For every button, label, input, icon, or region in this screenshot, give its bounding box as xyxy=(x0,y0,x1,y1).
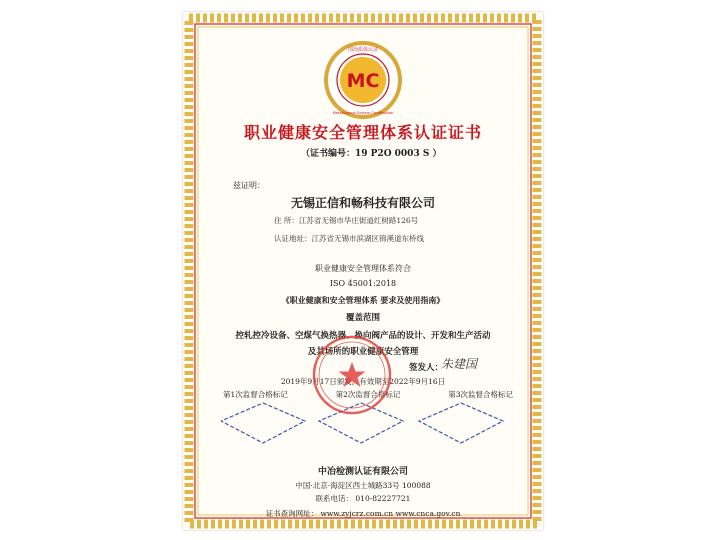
coverage-line-2: 及其场所的职业健康安全管理 xyxy=(307,347,419,357)
organization-website: 证书查询网址： www.zyjcrz.com.cn www.cnca.gov.cn xyxy=(265,509,461,518)
company-name: 无锡正信和畅科技有限公司 xyxy=(290,196,435,210)
seal-star-icon xyxy=(339,362,366,387)
certify-label: 兹证明： xyxy=(233,181,265,190)
coverage-title: 覆盖范围 xyxy=(345,313,380,323)
certificate-title: 职业健康安全管理体系认证证书 xyxy=(243,123,482,142)
standard-intro: 职业健康安全管理体系符合 xyxy=(315,264,411,273)
standard-name: 《职业健康和安全管理体系 要求及使用指南》 xyxy=(281,295,445,305)
organization-address: 中国·北京·海淀区西土城路33号 100088 xyxy=(295,481,431,490)
logo-ring-top: 国冶质体认证 xyxy=(347,47,379,53)
issuer-label: 签发人： xyxy=(409,363,444,373)
logo-mc-text: MC xyxy=(346,70,380,92)
mark-box-1 xyxy=(221,403,305,443)
signature: 朱建国 xyxy=(441,357,478,371)
certified-address: 认证地址：江苏省无锡市滨湖区锦溪道东桥线 xyxy=(274,234,424,243)
organization-phone: 联系电话： 010-82227721 xyxy=(315,494,411,503)
validity-dates: 2019年9月17日颁发，有效期至2022年9月16日 xyxy=(280,377,446,386)
supervision-mark-3: 第3次监督合格标记 xyxy=(448,390,513,399)
mark-box-3 xyxy=(419,403,503,443)
logo-ring-bottom: Metallurgical System Certification xyxy=(332,111,394,115)
organization-name: 中冶检测认证有限公司 xyxy=(317,467,408,477)
certificate xyxy=(183,12,543,530)
coverage-line-1: 控轧控冷设备、空煤气换热器、换向阀产品的设计、开发和生产活动 xyxy=(235,331,491,341)
standard-code: ISO 45001:2018 xyxy=(329,279,397,288)
red-seal-stamp xyxy=(311,334,393,416)
certificate-number: （证书编号：19 P2O 0003 S ） xyxy=(301,149,442,159)
mc-logo xyxy=(323,40,403,120)
company-address: 住 所：江苏省无锡市华庄街道红树路126号 xyxy=(274,216,419,225)
supervision-mark-1: 第1次监督合格标记 xyxy=(223,390,288,399)
supervision-mark-2: 第2次监督合格标记 xyxy=(335,390,401,399)
